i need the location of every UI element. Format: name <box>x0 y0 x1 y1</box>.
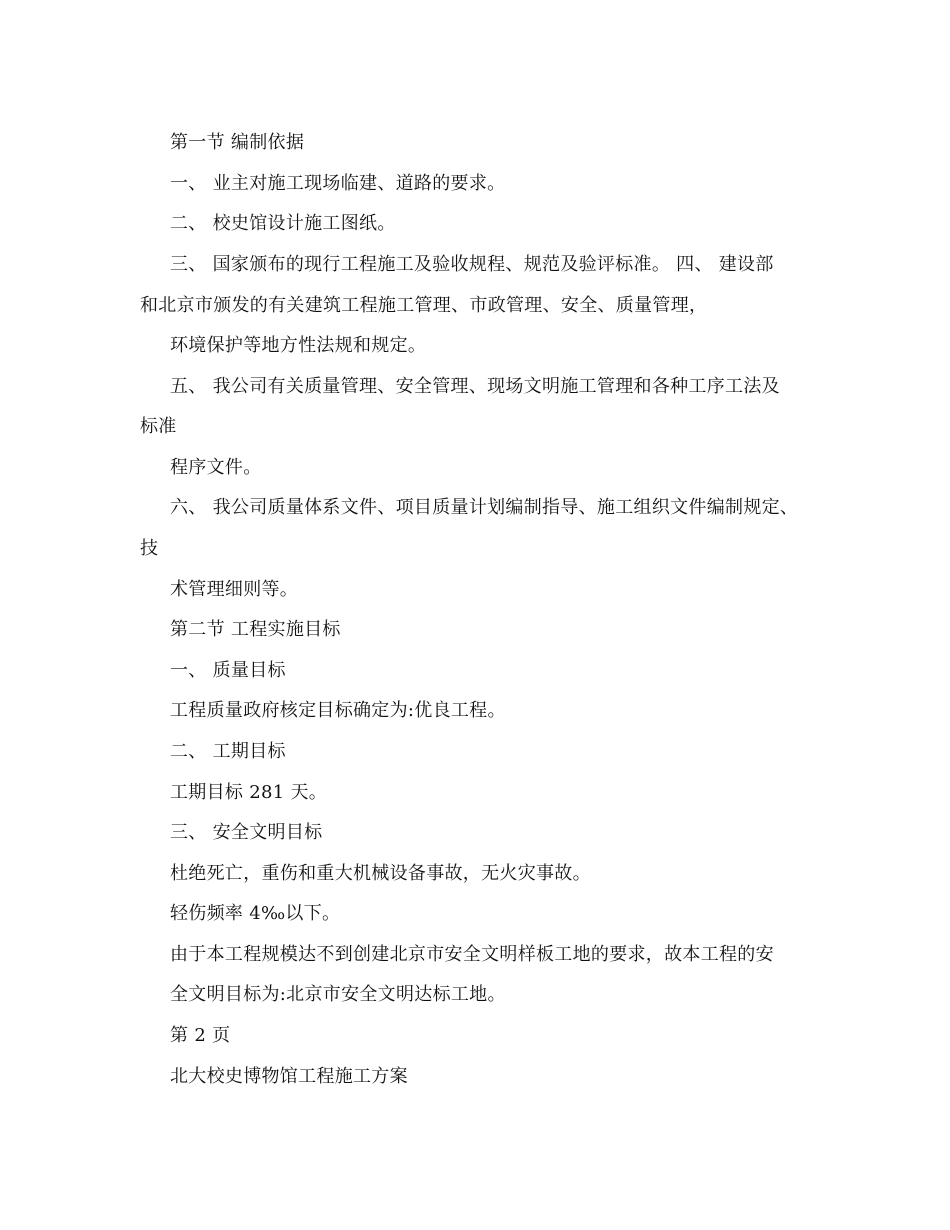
list-item-1: 一、 业主对施工现场临建、道路的要求。 <box>170 173 506 194</box>
list-item-6-continued: 技 <box>140 538 159 559</box>
document-footer-title: 北大校史博物馆工程施工方案 <box>170 1066 408 1087</box>
goal-text-schedule: 工期目标 281 天。 <box>170 782 328 803</box>
list-item-5-continued-2: 程序文件。 <box>170 457 262 478</box>
section-heading-2: 第二节 工程实施目标 <box>170 619 341 640</box>
list-item-4-continued-2: 环境保护等地方性法规和规定。 <box>170 335 427 356</box>
goal-text-safety-2: 轻伤频率 4‰以下。 <box>170 903 341 924</box>
list-item-5-continued: 标准 <box>140 416 177 437</box>
list-item-4-continued: 和北京市颁发的有关建筑工程施工管理、市政管理、安全、质量管理， <box>140 295 708 316</box>
list-item-6-continued-2: 术管理细则等。 <box>170 579 299 600</box>
goal-text-safety-1: 杜绝死亡，重伤和重大机械设备事故，无火灾事故。 <box>170 863 591 884</box>
goal-text-safety-3: 由于本工程规模达不到创建北京市安全文明样板工地的要求，故本工程的安 <box>170 944 774 965</box>
goal-text-safety-4: 全文明目标为:北京市安全文明达标工地。 <box>170 984 506 1005</box>
list-item-2: 二、 校史馆设计施工图纸。 <box>170 213 396 234</box>
section-heading-1: 第一节 编制依据 <box>170 132 305 153</box>
list-item-5: 五、 我公司有关质量管理、安全管理、现场文明施工管理和各种工序工法及 <box>170 376 780 397</box>
list-item-6: 六、 我公司质量体系文件、项目质量计划编制指导、施工组织文件编制规定、 <box>170 497 799 518</box>
list-item-3-4: 三、 国家颁布的现行工程施工及验收规程、规范及验评标准。 四、 建设部 <box>170 254 774 275</box>
page-number: 第 2 页 <box>170 1025 231 1046</box>
goal-heading-safety: 三、 安全文明目标 <box>170 822 323 843</box>
goal-text-quality: 工程质量政府核定目标确定为:优良工程。 <box>170 700 506 721</box>
goal-heading-schedule: 二、 工期目标 <box>170 741 286 762</box>
goal-heading-quality: 一、 质量目标 <box>170 660 286 681</box>
